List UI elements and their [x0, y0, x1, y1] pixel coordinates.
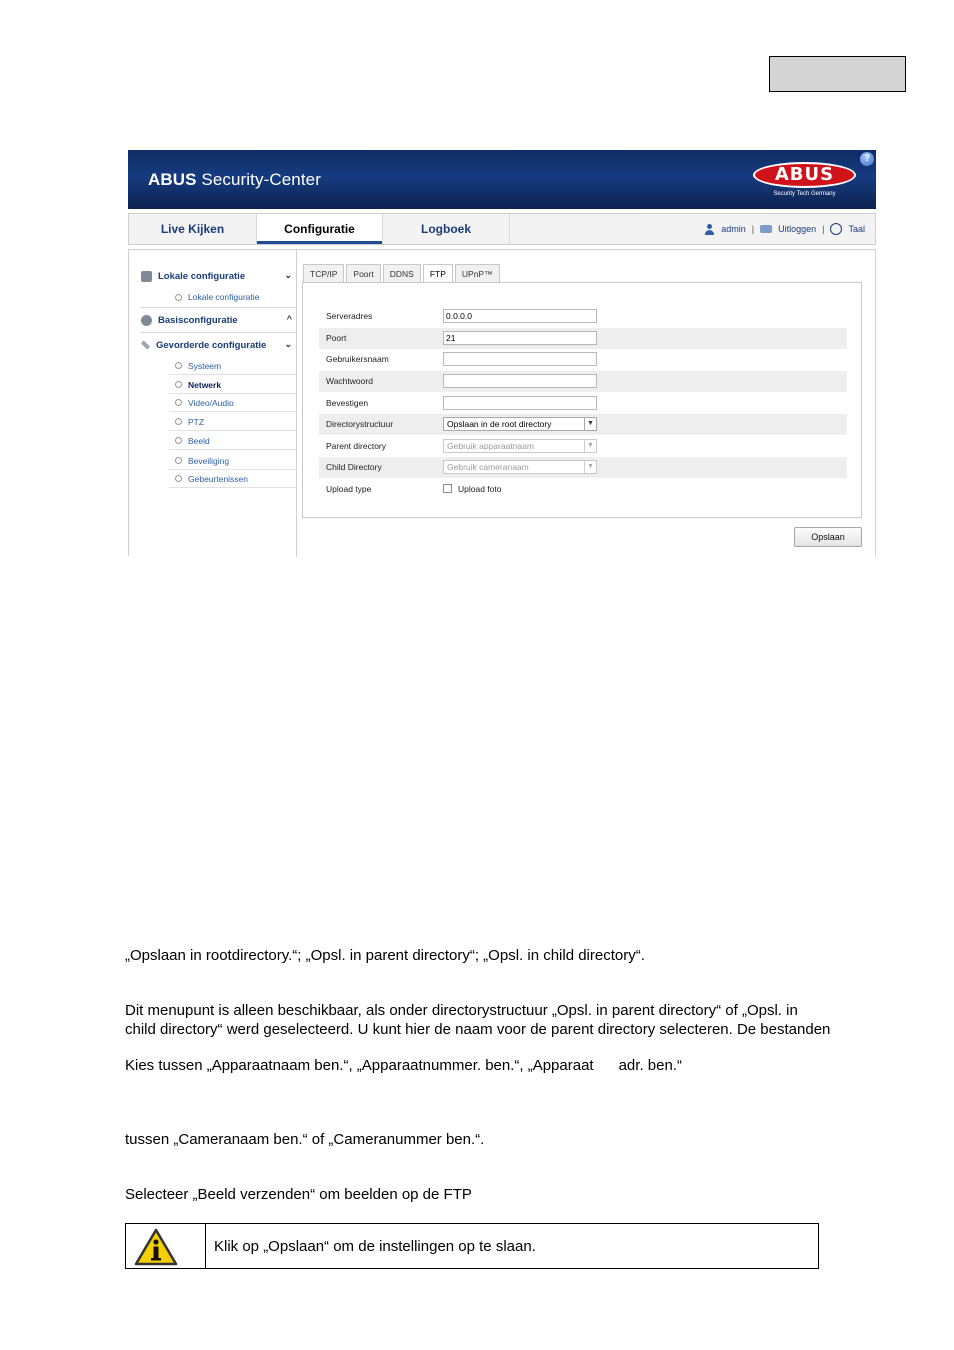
row-parent-directory: Parent directory Gebruik apparaatnaam ▼ [319, 436, 847, 457]
help-icon[interactable]: ? [860, 152, 874, 166]
globe-icon [830, 223, 842, 235]
row-gebruikersnaam: Gebruikersnaam [319, 349, 847, 370]
note-text: Klik op „Opslaan“ om de instellingen op te slaan. [214, 1238, 536, 1255]
warning-info-icon [134, 1228, 178, 1266]
sidebar-item-beveiliging[interactable]: Beveiliging [169, 452, 297, 470]
row-child-directory: Child Directory Gebruik cameranaam ▼ [319, 457, 847, 478]
confirm-password-input[interactable] [443, 396, 597, 410]
sidebar-item-lokale-configuratie[interactable]: Lokale configuratie [169, 288, 297, 306]
note-icon-cell [126, 1224, 206, 1268]
directory-structure-select[interactable]: Opslaan in de root directory ▼ [443, 417, 597, 431]
user-area: admin | Uitloggen | Taal [704, 214, 865, 244]
language-box [769, 56, 906, 92]
monitor-icon [141, 271, 152, 282]
row-upload-type: Upload type Upload foto [326, 484, 502, 494]
gear-icon [141, 315, 152, 326]
wrench-icon [141, 340, 150, 349]
note-box [125, 1223, 819, 1269]
chevron-up-icon: ^ [286, 314, 292, 324]
port-input[interactable]: 21 [443, 331, 597, 345]
parent-directory-select[interactable]: Gebruik apparaatnaam ▼ [443, 439, 597, 453]
row-poort: Poort 21 [319, 328, 847, 349]
tab-poort[interactable]: Poort [346, 264, 380, 283]
sidebar-item-gebeurtenissen[interactable]: Gebeurtenissen [169, 470, 297, 488]
password-input[interactable] [443, 374, 597, 388]
row-directorystructuur: Directorystructuur Opslaan in de root directory ▼ [319, 414, 847, 435]
sidebar-item-beeld[interactable]: Beeld [169, 432, 297, 450]
sidebar-section-local[interactable]: Lokale configuratie ⌄ [141, 265, 296, 287]
chevron-down-icon: ▼ [584, 461, 596, 473]
sidebar-section-basic[interactable]: Basisconfiguratie ^ [141, 309, 296, 331]
sidebar-item-ptz[interactable]: PTZ [169, 413, 297, 431]
configuration-screenshot [128, 150, 876, 556]
server-address-input[interactable]: 0.0.0.0 [443, 309, 597, 323]
network-tabs [303, 264, 500, 283]
doc-line-3: child directory“ werd geselecteerd. U kunt hier de naam voor de parent directory selecteren. De bestanden [125, 1021, 831, 1038]
logo-text: ABUS [774, 164, 835, 185]
doc-line-6: Selecteer „Beeld verzenden“ om beelden op de FTP [125, 1186, 472, 1203]
chevron-down-icon: ⌄ [284, 270, 292, 280]
main-menu [128, 213, 876, 245]
child-directory-select[interactable]: Gebruik cameranaam ▼ [443, 460, 597, 474]
sidebar-item-video-audio[interactable]: Video/Audio [169, 394, 297, 412]
username-input[interactable] [443, 352, 597, 366]
row-serveradres: Serveradres 0.0.0.0 [319, 306, 847, 327]
tab-configuratie[interactable]: Configuratie [257, 214, 382, 244]
logout-link[interactable]: Uitloggen [778, 224, 817, 234]
tab-ftp[interactable]: FTP [423, 264, 453, 283]
sidebar-item-netwerk[interactable]: Netwerk [169, 376, 297, 394]
logout-icon [760, 225, 772, 233]
tab-live-kijken[interactable]: Live Kijken [160, 222, 225, 236]
row-bevestigen: Bevestigen [319, 393, 847, 414]
sidebar [129, 250, 297, 557]
tab-logboek[interactable]: Logboek [421, 222, 471, 236]
ftp-settings-panel [302, 282, 862, 518]
app-banner [128, 150, 876, 209]
abus-logo [753, 162, 856, 198]
tab-upnp[interactable]: UPnP™ [455, 264, 500, 283]
content-area [128, 249, 876, 556]
chevron-down-icon: ▼ [584, 440, 596, 452]
chevron-down-icon: ▼ [584, 418, 596, 430]
tab-tcp-ip[interactable]: TCP/IP [303, 264, 344, 283]
sidebar-item-systeem[interactable]: Systeem [169, 357, 297, 375]
sidebar-section-advanced[interactable]: Gevorderde configuratie ⌄ [141, 334, 296, 356]
row-wachtwoord: Wachtwoord [319, 371, 847, 392]
logo-subtitle: Security Tech Germany [773, 191, 836, 197]
chevron-down-icon: ⌄ [284, 339, 292, 349]
upload-photo-checkbox[interactable] [443, 484, 452, 493]
doc-line-2: Dit menupunt is alleen beschikbaar, als onder directorystructuur „Opsl. in parent directory“ of „Opsl. in [125, 1002, 798, 1019]
user-name: admin [721, 224, 746, 234]
doc-line-4: Kies tussen „Apparaatnaam ben.“, „Apparaatnummer. ben.“, „Apparaat adr. ben.“ [125, 1057, 682, 1074]
user-icon [704, 224, 715, 235]
language-link[interactable]: Taal [848, 224, 865, 234]
doc-line-5: tussen „Cameranaam ben.“ of „Cameranummer ben.“. [125, 1131, 485, 1148]
app-title: ABUS Security-Center [148, 170, 321, 189]
save-button[interactable]: Opslaan [794, 527, 862, 547]
doc-line-1: „Opslaan in rootdirectory.“; „Opsl. in parent directory“; „Opsl. in child directory“. [125, 947, 645, 964]
tab-ddns[interactable]: DDNS [383, 264, 421, 283]
